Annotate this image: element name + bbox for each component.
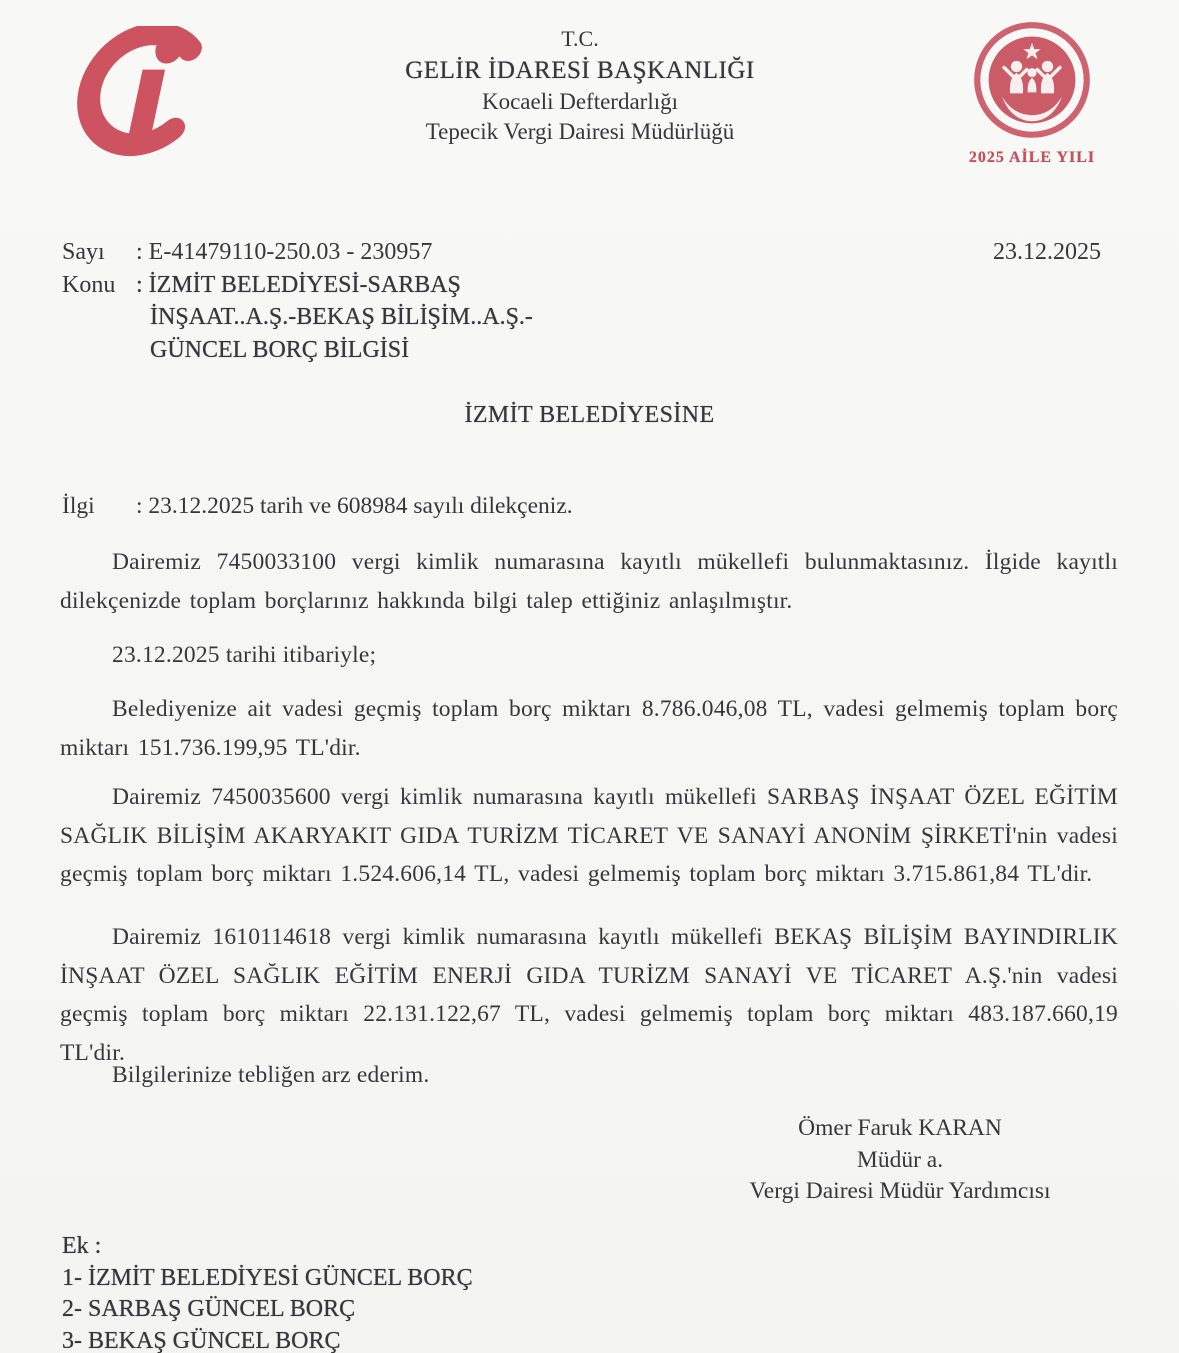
meta-sayi-row bbox=[62, 236, 533, 269]
letterhead bbox=[280, 24, 880, 147]
gib-logo-icon bbox=[50, 26, 222, 166]
letterhead-org: GELİR İDARESİ BAŞKANLIĞI bbox=[405, 57, 755, 84]
konu-value bbox=[136, 269, 533, 367]
ilgi-label: İlgi bbox=[62, 493, 95, 519]
closing-sentence: Bilgilerinize tebliğen arz ederim. bbox=[112, 1062, 430, 1088]
family-year-emblem bbox=[952, 20, 1112, 167]
konu-line-3: GÜNCEL BORÇ BİLGİSİ bbox=[150, 336, 410, 363]
konu-line-1: : İZMİT BELEDİYESİ-SARBAŞ bbox=[136, 271, 461, 298]
family-year-emblem-icon bbox=[970, 20, 1094, 144]
signature-block bbox=[640, 1113, 1160, 1208]
letterhead-sub1: Kocaeli Defterdarlığı bbox=[481, 89, 679, 114]
sayi-value: : E-41479110-250.03 - 230957 bbox=[136, 239, 433, 265]
attachments-label: Ek : bbox=[62, 1233, 102, 1259]
attachment-item-2: 2- SARBAŞ GÜNCEL BORÇ bbox=[62, 1296, 356, 1322]
meta-konu-row bbox=[62, 269, 533, 367]
family-year-caption: 2025 AİLE YILI bbox=[968, 149, 1096, 166]
signer-name: Ömer Faruk KARAN bbox=[798, 1115, 1002, 1141]
letterhead-tc: T.C. bbox=[561, 26, 599, 51]
paragraph-bekas-debt: Dairemiz 1610114618 vergi kimlik numarasına kayıtlı mükellefi BEKAŞ BİLİŞİM BAYINDIRLIK İNŞAAT ÖZEL SAĞLIK EĞİTİM ENERJİ GIDA TURİZM SANAYİ VE TİCARET A.Ş.'nin vadesi geçmiş toplam borç miktarı 22.131.122,67 TL, vadesi gelmemiş toplam borç miktarı 483.187.660,19 TL'dir. bbox=[60, 924, 1118, 1066]
signer-title-1: Müdür a. bbox=[856, 1146, 944, 1173]
ilgi-row bbox=[62, 493, 573, 520]
paragraph-tax-id-intro: Dairemiz 7450033100 vergi kimlik numarasına kayıtlı mükellefi bulunmaktasınız. İlgide kayıtlı dilekçenizde toplam borçlarınız hakkında bilgi talep ettiğiniz anlaşılmıştır. bbox=[60, 549, 1118, 614]
sayi-label: Sayı bbox=[62, 239, 105, 265]
paragraph-as-of-date: 23.12.2025 tarihi itibariyle; bbox=[112, 642, 377, 668]
letter-date: 23.12.2025 bbox=[993, 239, 1101, 265]
ilgi-value: : 23.12.2025 tarih ve 608984 sayılı dilekçeniz. bbox=[136, 493, 573, 519]
paragraph-sarbas-debt: Dairemiz 7450035600 vergi kimlik numarasına kayıtlı mükellefi SARBAŞ İNŞAAT ÖZEL EĞİTİM SAĞLIK BİLİŞİM AKARYAKIT GIDA TURİZM TİCARET VE SANAYİ ANONİM ŞİRKETİ'nin vadesi geçmiş toplam borç miktarı 1.524.606,14 TL, vadesi gelmemiş toplam borç miktarı 3.715.861,84 TL'dir. bbox=[60, 784, 1118, 887]
paragraph-municipality-debt: Belediyenize ait vadesi geçmiş toplam borç miktarı 8.786.046,08 TL, vadesi gelmemiş toplam borç miktarı 151.736.199,95 TL'dir. bbox=[60, 696, 1118, 761]
konu-label: Konu bbox=[62, 271, 116, 298]
attachments-block bbox=[62, 1231, 473, 1353]
attachment-item-3: 3- BEKAŞ GÜNCEL BORÇ bbox=[62, 1327, 341, 1353]
recipient-heading: İZMİT BELEDİYESİNE bbox=[464, 402, 715, 428]
letterhead-sub2: Tepecik Vergi Dairesi Müdürlüğü bbox=[425, 119, 735, 144]
document-meta bbox=[62, 236, 533, 366]
konu-line-2: İNŞAAT..A.Ş.-BEKAŞ BİLİŞİM..A.Ş.- bbox=[150, 304, 533, 330]
signer-title-2: Vergi Dairesi Müdür Yardımcısı bbox=[749, 1178, 1051, 1204]
attachment-item-1: 1- İZMİT BELEDİYESİ GÜNCEL BORÇ bbox=[62, 1264, 473, 1291]
